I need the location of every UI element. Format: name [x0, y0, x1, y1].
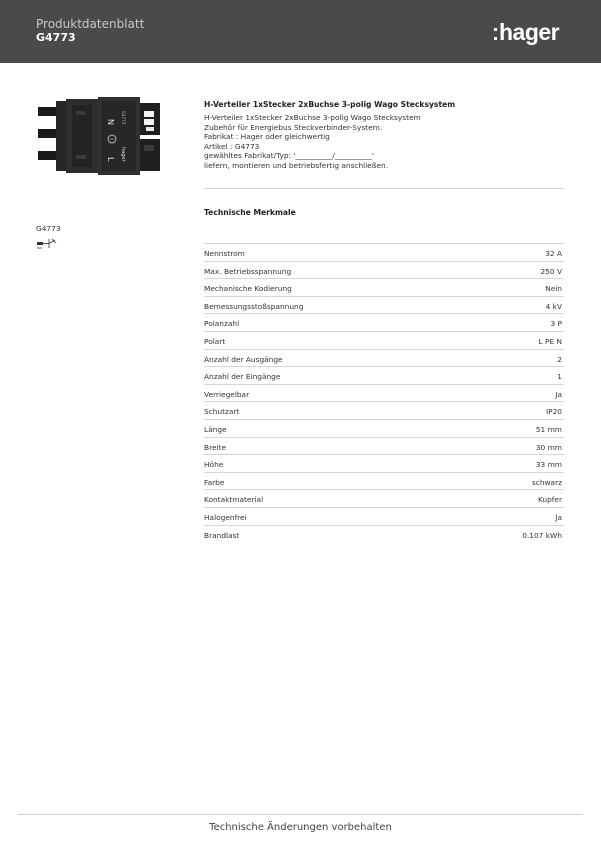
spec-value: 51 mm — [535, 424, 562, 434]
product-description — [204, 113, 574, 171]
spec-row — [204, 366, 564, 384]
spec-value: 4 kV — [545, 301, 562, 311]
spec-value: 3 P — [550, 319, 562, 329]
spec-row — [204, 384, 564, 402]
spec-label: Brandlast — [204, 530, 240, 540]
spec-value: 32 A — [545, 249, 562, 258]
spec-label: Nennstrom — [204, 249, 245, 258]
image-label-n: N — [106, 119, 115, 125]
description-line: gewähltes Fabrikat/Typ: '__________/__________' — [204, 151, 374, 161]
spec-label: Farbe — [204, 477, 225, 487]
spec-row — [204, 437, 564, 455]
spec-row — [204, 243, 564, 261]
spec-label: Länge — [204, 424, 227, 434]
spec-row — [204, 349, 564, 367]
spec-row — [204, 419, 564, 437]
spec-value: 30 mm — [535, 442, 562, 452]
spec-row — [204, 261, 564, 279]
spec-row — [204, 313, 564, 331]
side-product-code: G4773 — [36, 224, 61, 233]
spec-value: Ja — [555, 389, 562, 399]
plug-connector-symbol-icon — [36, 237, 58, 251]
spec-row — [204, 278, 564, 296]
spec-value: IP20 — [545, 407, 562, 417]
spec-label: Bemessungsstoßspannung — [204, 301, 304, 311]
spec-value: 2 — [557, 354, 562, 364]
spec-label: Polanzahl — [204, 319, 240, 329]
logo-wordmark: hager — [499, 19, 560, 45]
spec-value: 1 — [557, 372, 562, 382]
spec-label: Polart — [204, 336, 226, 346]
section-divider — [204, 188, 564, 189]
spec-row — [204, 454, 564, 472]
spec-value: Kupfer — [537, 495, 562, 505]
description-line: Fabrikat : Hager oder gleichwertig — [204, 132, 330, 142]
logo-dots-icon — [494, 28, 497, 40]
page-header — [0, 0, 601, 63]
description-line: H-Verteiler 1xStecker 2xBuchse 3-polig Wago Stecksystem — [204, 113, 421, 122]
spec-value: Ja — [555, 512, 562, 522]
spec-value: 250 V — [540, 266, 562, 276]
spec-label: Anzahl der Eingänge — [204, 372, 281, 382]
description-line: Artikel : G4773 — [204, 141, 260, 151]
spec-value: schwarz — [531, 477, 562, 487]
spec-label: Breite — [204, 442, 226, 452]
spec-value: L PE N — [538, 336, 562, 346]
spec-label: Max. Betriebsspannung — [204, 266, 292, 276]
section-heading: Technische Merkmale — [204, 208, 296, 217]
spec-row — [204, 525, 564, 543]
spec-table — [204, 243, 564, 542]
spec-label: Mechanische Kodierung — [204, 284, 292, 294]
spec-label: Anzahl der Ausgänge — [204, 354, 283, 364]
image-label-l: L — [106, 157, 115, 162]
spec-value: Nein — [545, 284, 562, 294]
product-title: H-Verteiler 1xStecker 2xBuchse 3-polig Wago Stecksystem — [204, 100, 456, 109]
description-line: liefern, montieren und betriebsfertig anschließen. — [204, 160, 389, 170]
product-image — [36, 97, 162, 175]
spec-value: 0.107 kWh — [522, 530, 562, 540]
spec-row — [204, 507, 564, 525]
spec-row — [204, 296, 564, 314]
footer-divider — [18, 814, 583, 815]
hager-logo — [494, 19, 559, 45]
image-code-label: G4773 — [121, 111, 126, 125]
spec-label: Schutzart — [204, 407, 240, 417]
spec-row — [204, 489, 564, 507]
spec-label: Halogenfrei — [204, 512, 247, 522]
spec-label: Höhe — [204, 460, 224, 470]
spec-label: Verriegelbar — [204, 389, 250, 399]
product-code: G4773 — [36, 31, 76, 44]
footer-note: Technische Änderungen vorbehalten — [209, 822, 392, 833]
document-type: Produktdatenblatt — [36, 17, 145, 31]
spec-value: 33 mm — [535, 460, 562, 470]
spec-row — [204, 401, 564, 419]
image-brand-label: hager — [120, 147, 126, 162]
spec-row — [204, 472, 564, 490]
spec-row — [204, 331, 564, 349]
spec-label: Kontaktmaterial — [204, 495, 264, 505]
description-line: Zubehör für Energiebus Steckverbinder-System. — [204, 122, 383, 132]
